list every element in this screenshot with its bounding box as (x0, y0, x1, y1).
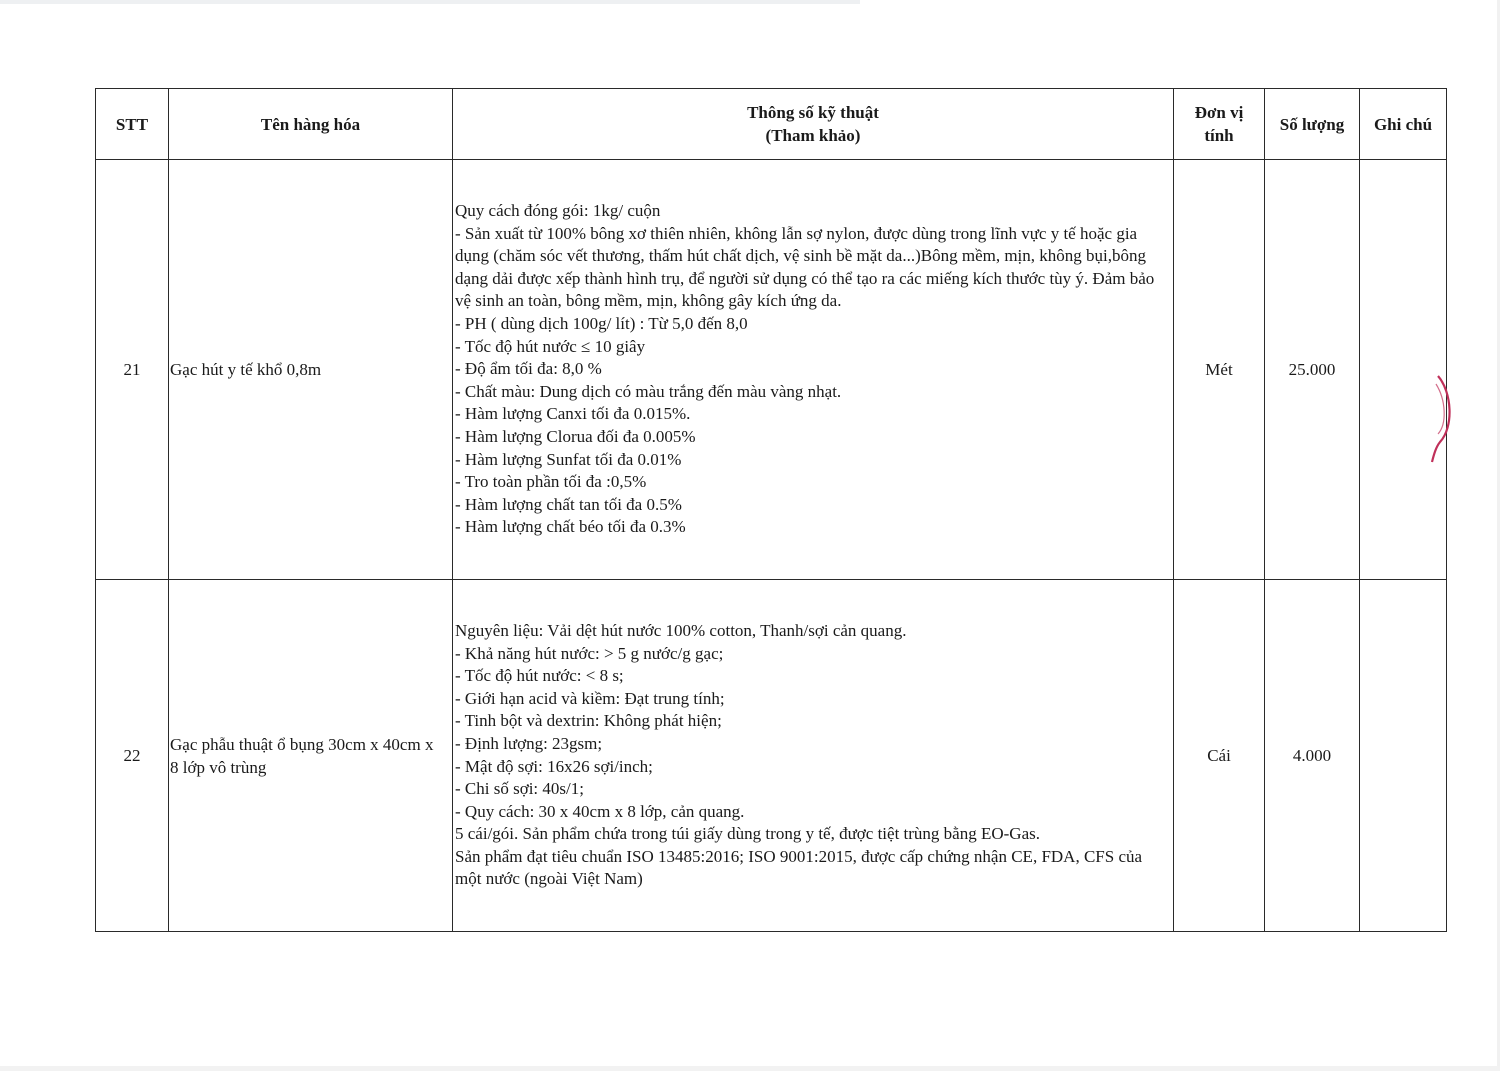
spec-line: - Tốc độ hút nước ≤ 10 giây (455, 336, 646, 356)
row-spec (453, 580, 1174, 932)
header-unit (1174, 89, 1265, 160)
row-name: Gạc hút y tế khổ 0,8m (169, 160, 453, 580)
scan-edge-bottom (0, 1066, 1500, 1071)
spec-line: - Sản xuất từ 100% bông xơ thiên nhiên, không lẫn sợ nylon, được dùng trong lĩnh vực y tế hoặc gia dụng (chăm sóc vết thương, thấm hút chất dịch, vệ sinh bề mặt da...)Bông mềm, mịn, không bụi,bông dạng dải được xếp thành hình trụ, để người sử dụng có thể tạo ra các miếng kích thước tùy ý. Đảm bảo vệ sinh an toàn, bông mềm, mịn, không gây kích ứng da. (455, 223, 1155, 311)
spec-line: - Hàm lượng Sunfat tối đa 0.01% (455, 449, 682, 469)
spec-line: - Hàm lượng chất tan tối đa 0.5% (455, 494, 682, 514)
header-spec-line1: Thông số kỹ thuật (747, 103, 879, 122)
row-qty: 4.000 (1265, 580, 1360, 932)
header-unit-line2: tính (1204, 126, 1234, 145)
spec-line: - Chi số sợi: 40s/1; (455, 779, 584, 799)
spec-line: - Tro toàn phần tối đa :0,5% (455, 472, 647, 492)
row-unit: Cái (1174, 580, 1265, 932)
row-note (1360, 160, 1447, 580)
header-qty: Số lượng (1265, 89, 1360, 160)
row-spec (453, 160, 1174, 580)
spec-line: - Định lượng: 23gsm; (455, 733, 603, 753)
spec-line: - Giới hạn acid và kiềm: Đạt trung tính; (455, 688, 725, 708)
table-row (96, 160, 1447, 580)
row-unit: Mét (1174, 160, 1265, 580)
header-unit-line1: Đơn vị (1194, 103, 1244, 122)
specification-table (95, 88, 1447, 932)
spec-line: - Hàm lượng Canxi tối đa 0.015%. (455, 404, 691, 424)
header-name: Tên hàng hóa (169, 89, 453, 160)
spec-line: - Chất màu: Dung dịch có màu trắng đến màu vàng nhạt. (455, 381, 842, 401)
row-stt: 22 (96, 580, 169, 932)
row-qty: 25.000 (1265, 160, 1360, 580)
spec-line: - PH ( dùng dịch 100g/ lít) : Từ 5,0 đến 8,0 (455, 314, 748, 334)
spec-line: - Độ ẩm tối đa: 8,0 % (455, 359, 602, 379)
header-spec-line2: (Tham khảo) (765, 126, 861, 145)
header-spec (453, 89, 1174, 160)
header-stt: STT (96, 89, 169, 160)
spec-line: Sản phẩm đạt tiêu chuẩn ISO 13485:2016; ISO 9001:2015, được cấp chứng nhận CE, FDA, CFS của một nước (ngoài Việt Nam) (455, 846, 1143, 889)
stamp-edge-mark (1418, 372, 1458, 467)
spec-line: - Mật độ sợi: 16x26 sợi/inch; (455, 756, 653, 776)
row-stt: 21 (96, 160, 169, 580)
row-name: Gạc phẫu thuật ổ bụng 30cm x 40cm x 8 lớp vô trùng (169, 580, 453, 932)
stamp-arc-inner (1436, 384, 1444, 434)
spec-line: Nguyên liệu: Vải dệt hút nước 100% cotton, Thanh/sợi cản quang. (455, 620, 907, 640)
spec-line: - Tinh bột và dextrin: Không phát hiện; (455, 711, 722, 731)
spec-line: - Quy cách: 30 x 40cm x 8 lớp, cản quang. (455, 801, 745, 821)
spec-line: - Hàm lượng Clorua đối đa 0.005% (455, 426, 696, 446)
row-note (1360, 580, 1447, 932)
spec-line: - Hàm lượng chất béo tối đa 0.3% (455, 517, 686, 537)
spec-line: 5 cái/gói. Sản phẩm chứa trong túi giấy dùng trong y tế, được tiệt trùng bằng EO-Gas. (455, 824, 1040, 844)
spec-line: - Tốc độ hút nước: < 8 s; (455, 666, 624, 686)
table-row (96, 580, 1447, 932)
header-row (96, 89, 1447, 160)
spec-line: Quy cách đóng gói: 1kg/ cuộn (455, 201, 661, 221)
stamp-arc (1432, 376, 1450, 462)
header-note: Ghi chú (1360, 89, 1447, 160)
spec-line: - Khả năng hút nước: > 5 g nước/g gạc; (455, 643, 724, 663)
scan-edge-top (0, 0, 860, 4)
